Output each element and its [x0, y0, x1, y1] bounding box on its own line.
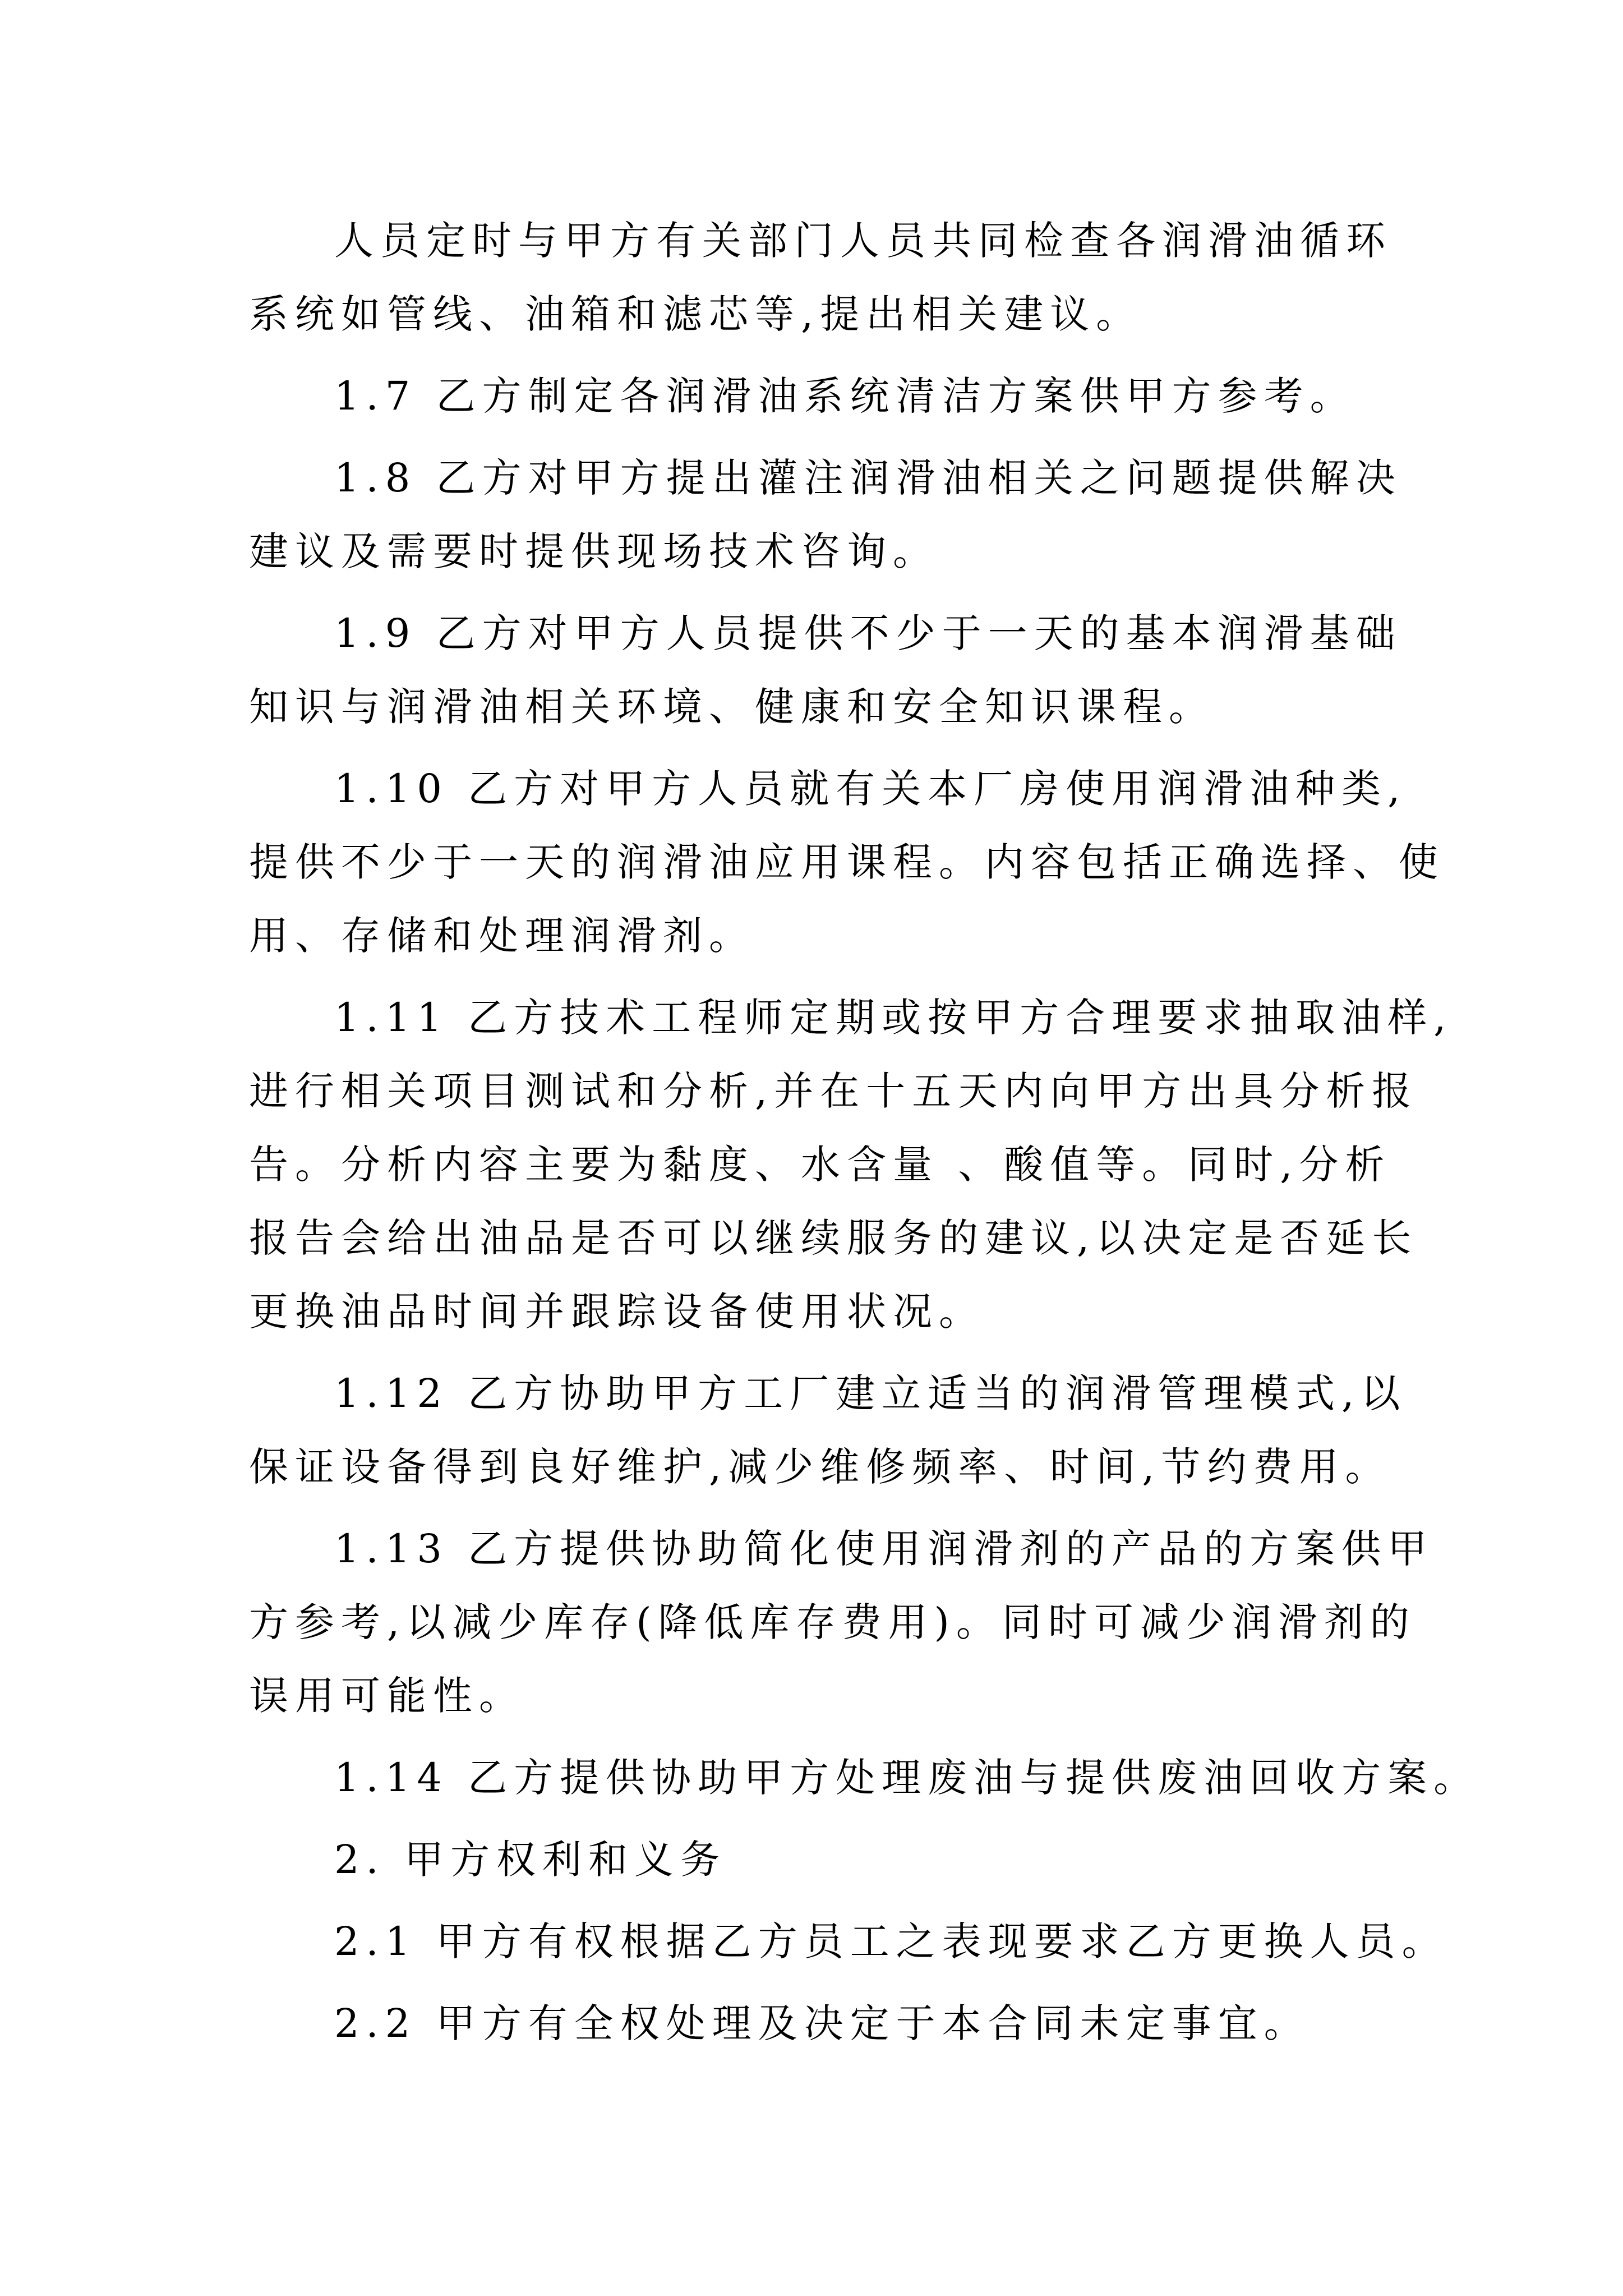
paragraph-1-7 [249, 360, 1393, 433]
section-heading: 2. 甲方权利和义务 [334, 1837, 727, 1883]
paragraph-1-9 [249, 597, 1402, 744]
paragraph-line: 1.8 乙方对甲方提出灌注润滑油相关之问题提供解决 [334, 455, 1402, 501]
paragraph-line: 更换油品时间并跟踪设备使用状况。 [249, 1289, 985, 1335]
paragraph-line: 用、存储和处理润滑剂。 [249, 913, 755, 959]
paragraph-1-12 [249, 1357, 1407, 1504]
paragraph-line: 2.2 甲方有全权处理及决定于本合同未定事宜。 [334, 2000, 1310, 2046]
document-body [249, 204, 1480, 2069]
paragraph-line: 保证设备得到良好维护,减少维修频率、时间,节约费用。 [249, 1444, 1391, 1490]
paragraph-1-14 [249, 1741, 1480, 1815]
paragraph-1-8 [249, 441, 1402, 588]
paragraph-line: 2.1 甲方有权根据乙方员工之表现要求乙方更换人员。 [334, 1918, 1448, 1964]
paragraph-1-10 [249, 752, 1445, 973]
paragraph-1-11 [249, 981, 1453, 1349]
paragraph-line: 1.12 乙方协助甲方工厂建立适当的润滑管理模式,以 [334, 1370, 1407, 1416]
paragraph-line: 进行相关项目测试和分析,并在十五天内向甲方出具分析报 [249, 1068, 1418, 1114]
paragraph-line: 1.10 乙方对甲方人员就有关本厂房使用润滑油种类, [334, 766, 1407, 812]
paragraph-line: 报告会给出油品是否可以继续服务的建议,以决定是否延长 [249, 1215, 1418, 1261]
paragraph-line: 系统如管线、油箱和滤芯等,提出相关建议。 [249, 291, 1142, 337]
paragraph-line: 知识与润滑油相关环境、健康和安全知识课程。 [249, 684, 1215, 730]
paragraph-line: 提供不少于一天的润滑油应用课程。内容包括正确选择、使 [249, 839, 1445, 885]
paragraph-line: 1.13 乙方提供协助简化使用润滑剂的产品的方案供甲 [334, 1526, 1434, 1572]
paragraph-line: 人员定时与甲方有关部门人员共同检查各润滑油循环 [334, 218, 1392, 264]
paragraph-line: 方参考,以减少库存(降低库存费用)。同时可减少润滑剂的 [249, 1599, 1416, 1645]
paragraph-line: 1.11 乙方技术工程师定期或按甲方合理要求抽取油样, [334, 995, 1453, 1041]
paragraph-1 [249, 204, 1393, 351]
paragraph-line: 1.7 乙方制定各润滑油系统清洁方案供甲方参考。 [334, 373, 1356, 419]
paragraph-2-2 [249, 1987, 1393, 2060]
paragraph-line: 建议及需要时提供现场技术咨询。 [249, 528, 939, 574]
paragraph-line: 1.14 乙方提供协助甲方处理废油与提供废油回收方案。 [334, 1755, 1480, 1801]
section-heading-2 [249, 1823, 1393, 1897]
paragraph-2-1 [249, 1905, 1448, 1978]
paragraph-line: 告。分析内容主要为黏度、水含量 、酸值等。同时,分析 [249, 1142, 1391, 1188]
paragraph-line: 误用可能性。 [249, 1673, 525, 1719]
paragraph-line: 1.9 乙方对甲方人员提供不少于一天的基本润滑基础 [334, 610, 1402, 656]
paragraph-1-13 [249, 1512, 1434, 1733]
